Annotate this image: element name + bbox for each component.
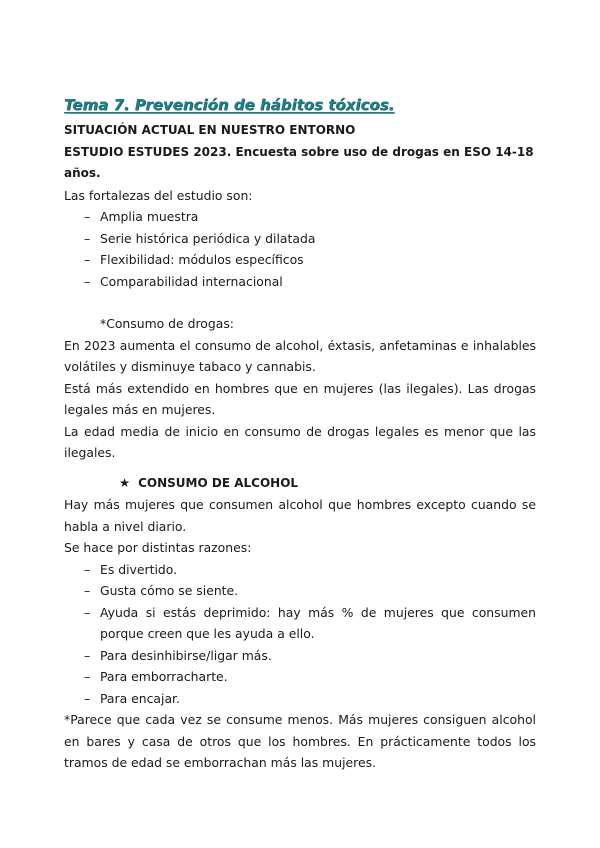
document-page bbox=[64, 94, 536, 774]
dash-icon: – bbox=[84, 583, 91, 598]
dash-icon: – bbox=[84, 252, 91, 267]
dash-icon: – bbox=[84, 669, 91, 684]
drugs-paragraph: La edad media de inicio en consumo de drogas legales es menor que las ilegales. bbox=[64, 423, 536, 460]
drugs-paragraph: Está más extendido en hombres que en mujeres (las ilegales). Las drogas legales más en mujeres. bbox=[64, 380, 536, 417]
dash-icon: – bbox=[84, 561, 91, 577]
dash-icon: – bbox=[84, 604, 91, 620]
list-item: – Para desinhibirse/ligar más. bbox=[64, 645, 536, 667]
star-icon: ★ bbox=[119, 474, 131, 490]
dash-icon: – bbox=[84, 647, 91, 663]
dash-icon: – bbox=[84, 209, 91, 224]
final-note: *Parece que cada vez se consume menos. Más mujeres consiguen alcohol en bares y casa de otros que los hombres. En prácticamente todos los tramos de edad se emborrachan más las mujeres. bbox=[64, 712, 536, 770]
list-item: – Es divertido. bbox=[64, 559, 536, 581]
list-item: – Ayuda si estás deprimido: hay más % de mujeres que consumen porque creen que les ayuda a ello. bbox=[64, 602, 536, 645]
list-item: – Comparabilidad internacional bbox=[64, 271, 536, 293]
dash-icon: – bbox=[84, 230, 91, 246]
list-item: – Flexibilidad: módulos específicos bbox=[64, 249, 536, 271]
list-item: – Gusta cómo se siente. bbox=[64, 580, 536, 602]
alcohol-heading-text: CONSUMO DE ALCOHOL bbox=[138, 475, 299, 490]
reasons-list bbox=[64, 559, 536, 710]
strengths-list bbox=[64, 206, 536, 292]
study-subtitle: ESTUDIO ESTUDES 2023. Encuesta sobre uso de drogas en ESO 14-18 años. bbox=[64, 144, 534, 180]
dash-icon: – bbox=[84, 690, 91, 706]
list-item: – Serie histórica periódica y dilatada bbox=[64, 228, 536, 250]
list-item: – Para encajar. bbox=[64, 688, 536, 710]
drugs-heading: *Consumo de drogas: bbox=[100, 316, 234, 331]
list-item: – Para emborracharte. bbox=[64, 666, 536, 688]
strengths-intro: Las fortalezas del estudio son: bbox=[64, 187, 253, 203]
alcohol-intro: Hay más mujeres que consumen alcohol que hombres excepto cuando se habla a nivel diario. bbox=[64, 497, 536, 534]
spacer bbox=[64, 292, 536, 313]
alcohol-heading bbox=[64, 472, 536, 495]
reasons-intro: Se hace por distintas razones: bbox=[64, 540, 252, 555]
page-title: Tema 7. Prevención de hábitos tóxicos. bbox=[64, 96, 395, 114]
dash-icon: – bbox=[84, 273, 91, 289]
section-subtitle: SITUACIÓN ACTUAL EN NUESTRO ENTORNO bbox=[64, 123, 356, 137]
drugs-paragraph: En 2023 aumenta el consumo de alcohol, éxtasis, anfetaminas e inhalables volátiles y disminuye tabaco y cannabis. bbox=[64, 337, 536, 374]
list-item: – Amplia muestra bbox=[64, 206, 536, 228]
